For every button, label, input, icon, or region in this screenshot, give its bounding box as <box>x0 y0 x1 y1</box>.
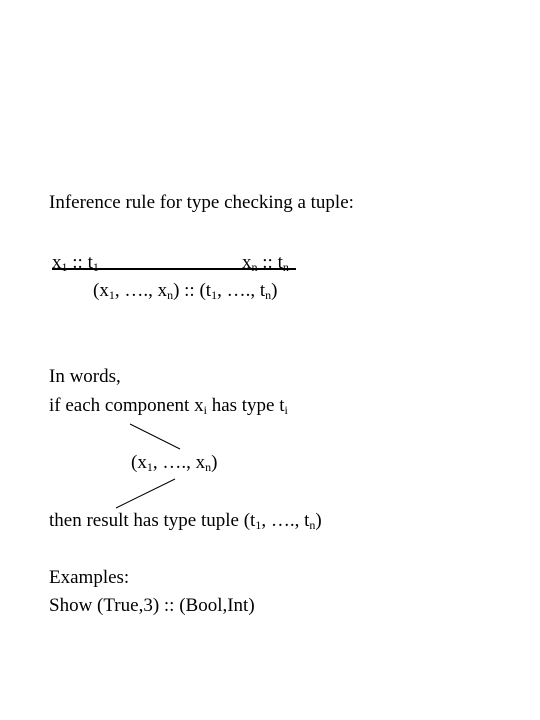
words-tuple: ($x_1$, …., $x_n$) <box>131 452 218 474</box>
words-then-line: then result has type tuple ($t_1$, …., $t_n$) <box>49 510 322 532</box>
examples-label: Examples: <box>49 567 130 588</box>
connector-upper <box>130 424 180 449</box>
example-line: Show (True,3) :: (Bool,Int) <box>49 595 255 616</box>
words-intro: In words, <box>49 366 121 387</box>
premise-left: $x_1$ :: $t_1$ <box>52 252 99 274</box>
words-if-line: if each component $x_i$ has type $t_i$ <box>49 395 288 417</box>
heading: Inference rule for type checking a tuple: <box>49 192 354 213</box>
conclusion: ($x_1$, …., $x_n$) :: ($t_1$, …., $t_n$) <box>93 280 278 302</box>
connector-lower <box>116 479 175 508</box>
premise-right: $x_n$ :: $t_n$ <box>242 252 289 274</box>
